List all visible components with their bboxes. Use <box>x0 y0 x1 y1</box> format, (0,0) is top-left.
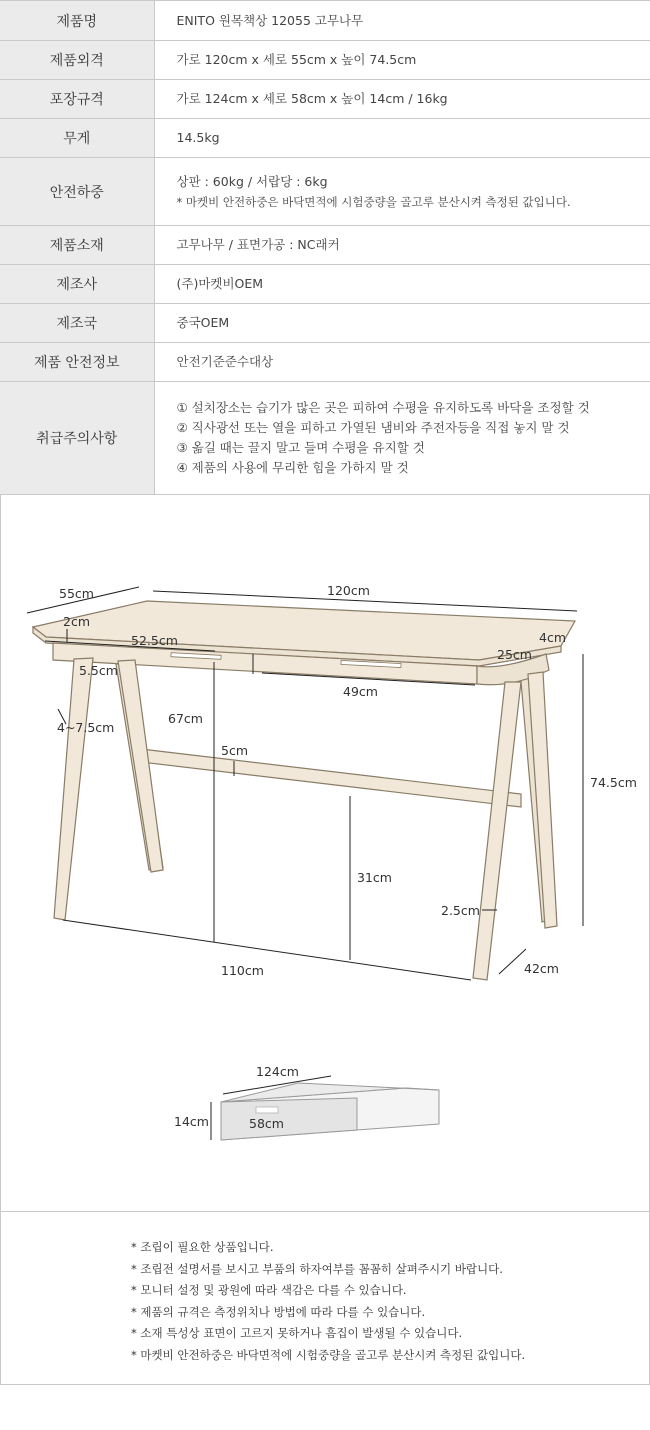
spec-value-line: 가로 120cm x 세로 55cm x 높이 74.5cm <box>176 52 417 67</box>
note-item: * 조립이 필요한 상품입니다. <box>131 1240 274 1254</box>
spec-row-size <box>0 41 650 80</box>
spec-value <box>154 304 650 343</box>
spec-value-line: 상판 : 60kg / 서랍당 : 6kg <box>176 173 328 189</box>
spec-label: 취급주의사항 <box>0 382 154 495</box>
spec-value <box>154 80 650 119</box>
spec-value-note: * 마켓비 안전하중은 바닥면적에 시험중량을 골고루 분산시켜 측정된 값입니다. <box>176 194 571 209</box>
spec-value <box>154 1 650 41</box>
spec-value-line: 고무나무 / 표면가공 : NC래커 <box>176 237 340 252</box>
spec-row-package <box>0 80 650 119</box>
spec-value-line: 14.5kg <box>176 130 220 145</box>
spec-label: 제품외격 <box>0 41 154 80</box>
dim-drawer-width: 52.5cm <box>131 633 178 648</box>
dimension-diagram <box>0 494 650 1212</box>
spec-row-material <box>0 226 650 265</box>
spec-value <box>154 41 650 80</box>
spec-label: 제조사 <box>0 265 154 304</box>
dim-box-height: 14cm <box>174 1114 209 1129</box>
spec-row-safety <box>0 343 650 382</box>
dim-box-length: 124cm <box>256 1064 299 1079</box>
caution-line: ③ 옮길 때는 끌지 말고 들며 수평을 유지할 것 <box>176 440 425 455</box>
caution-line: ① 설치장소는 습기가 많은 곳은 피하여 수평을 유지하도록 바닥을 조정할 것 <box>176 400 590 415</box>
spec-label: 무게 <box>0 119 154 158</box>
desk-front-leg-left-brace <box>118 660 163 872</box>
dim-leg-width: 4~7.5cm <box>57 720 115 735</box>
dim-box-depth: 58cm <box>249 1116 284 1131</box>
spec-value <box>154 343 650 382</box>
desk-front-leg-right <box>473 682 521 980</box>
dim-top-overhang: 2cm <box>63 614 91 629</box>
spec-value <box>154 382 650 495</box>
spec-label: 제품소재 <box>0 226 154 265</box>
note-item: * 모니터 설정 및 광원에 따라 색감은 다를 수 있습니다. <box>131 1283 407 1297</box>
dim-height: 74.5cm <box>590 775 637 790</box>
box-illustration <box>211 1076 439 1140</box>
spec-value-line: 가로 124cm x 세로 58cm x 높이 14cm / 16kg <box>176 91 448 106</box>
desk-stretcher <box>141 749 521 807</box>
dim-rail-height: 31cm <box>357 870 392 885</box>
dim-base-depth: 42cm <box>524 961 559 976</box>
caution-line: ② 직사광선 또는 열을 피하고 가열된 냄비와 주전자등을 직접 놓지 말 것 <box>176 420 570 435</box>
dim-inner-width: 49cm <box>343 684 378 699</box>
spec-row-maker <box>0 265 650 304</box>
spec-value-line: (주)마켓비OEM <box>176 276 264 291</box>
note-item: * 제품의 규격은 측정위치나 방법에 따라 다를 수 있습니다. <box>131 1304 426 1319</box>
desk-illustration <box>1 494 649 1212</box>
dim-base-length: 110cm <box>221 963 264 978</box>
dim-width: 120cm <box>327 583 370 598</box>
spec-label: 제조국 <box>0 304 154 343</box>
spec-value-line: 중국OEM <box>176 315 230 330</box>
spec-value-line: ENITO 원목책상 12055 고무나무 <box>176 12 364 28</box>
dim-clearance: 67cm <box>168 711 203 726</box>
box-side-shape <box>221 1098 357 1140</box>
notes-section <box>0 1212 650 1385</box>
note-item: * 조립전 설명서를 보시고 부품의 하자여부를 꼼꼼히 살펴주시기 바랍니다. <box>131 1261 503 1276</box>
spec-row-load <box>0 158 650 226</box>
note-item: * 마켓비 안전하중은 바닥면적에 시험중량을 골고루 분산시켜 측정된 값입니다. <box>131 1347 526 1362</box>
caution-line: ④ 제품의 사용에 무리한 힘을 가하지 말 것 <box>176 460 409 475</box>
spec-row-weight <box>0 119 650 158</box>
spec-label: 제품 안전정보 <box>0 343 154 382</box>
spec-value <box>154 119 650 158</box>
note-item: * 소재 특성상 표면이 고르지 못하거나 흠집이 발생될 수 있습니다. <box>131 1326 463 1340</box>
dim-apron-height: 5.5cm <box>79 663 118 678</box>
spec-table <box>0 0 650 495</box>
spec-label: 포장규격 <box>0 80 154 119</box>
dim-rail: 5cm <box>221 743 249 758</box>
spec-value <box>154 158 650 226</box>
dim-depth: 55cm <box>59 586 94 601</box>
spec-label: 제품명 <box>0 1 154 41</box>
dim-side-overhang: 4cm <box>539 630 567 645</box>
spec-row-caution <box>0 382 650 495</box>
notes-list <box>131 1237 525 1366</box>
spec-value <box>154 265 650 304</box>
dim-drawer-depth: 25cm <box>497 647 532 662</box>
spec-row-name <box>0 1 650 41</box>
dim-leg-bottom: 2.5cm <box>441 903 480 918</box>
spec-label: 안전하중 <box>0 158 154 226</box>
spec-value-line: 안전기준준수대상 <box>176 354 274 369</box>
spec-value <box>154 226 650 265</box>
spec-row-country <box>0 304 650 343</box>
desk-front-leg-left <box>54 658 93 920</box>
